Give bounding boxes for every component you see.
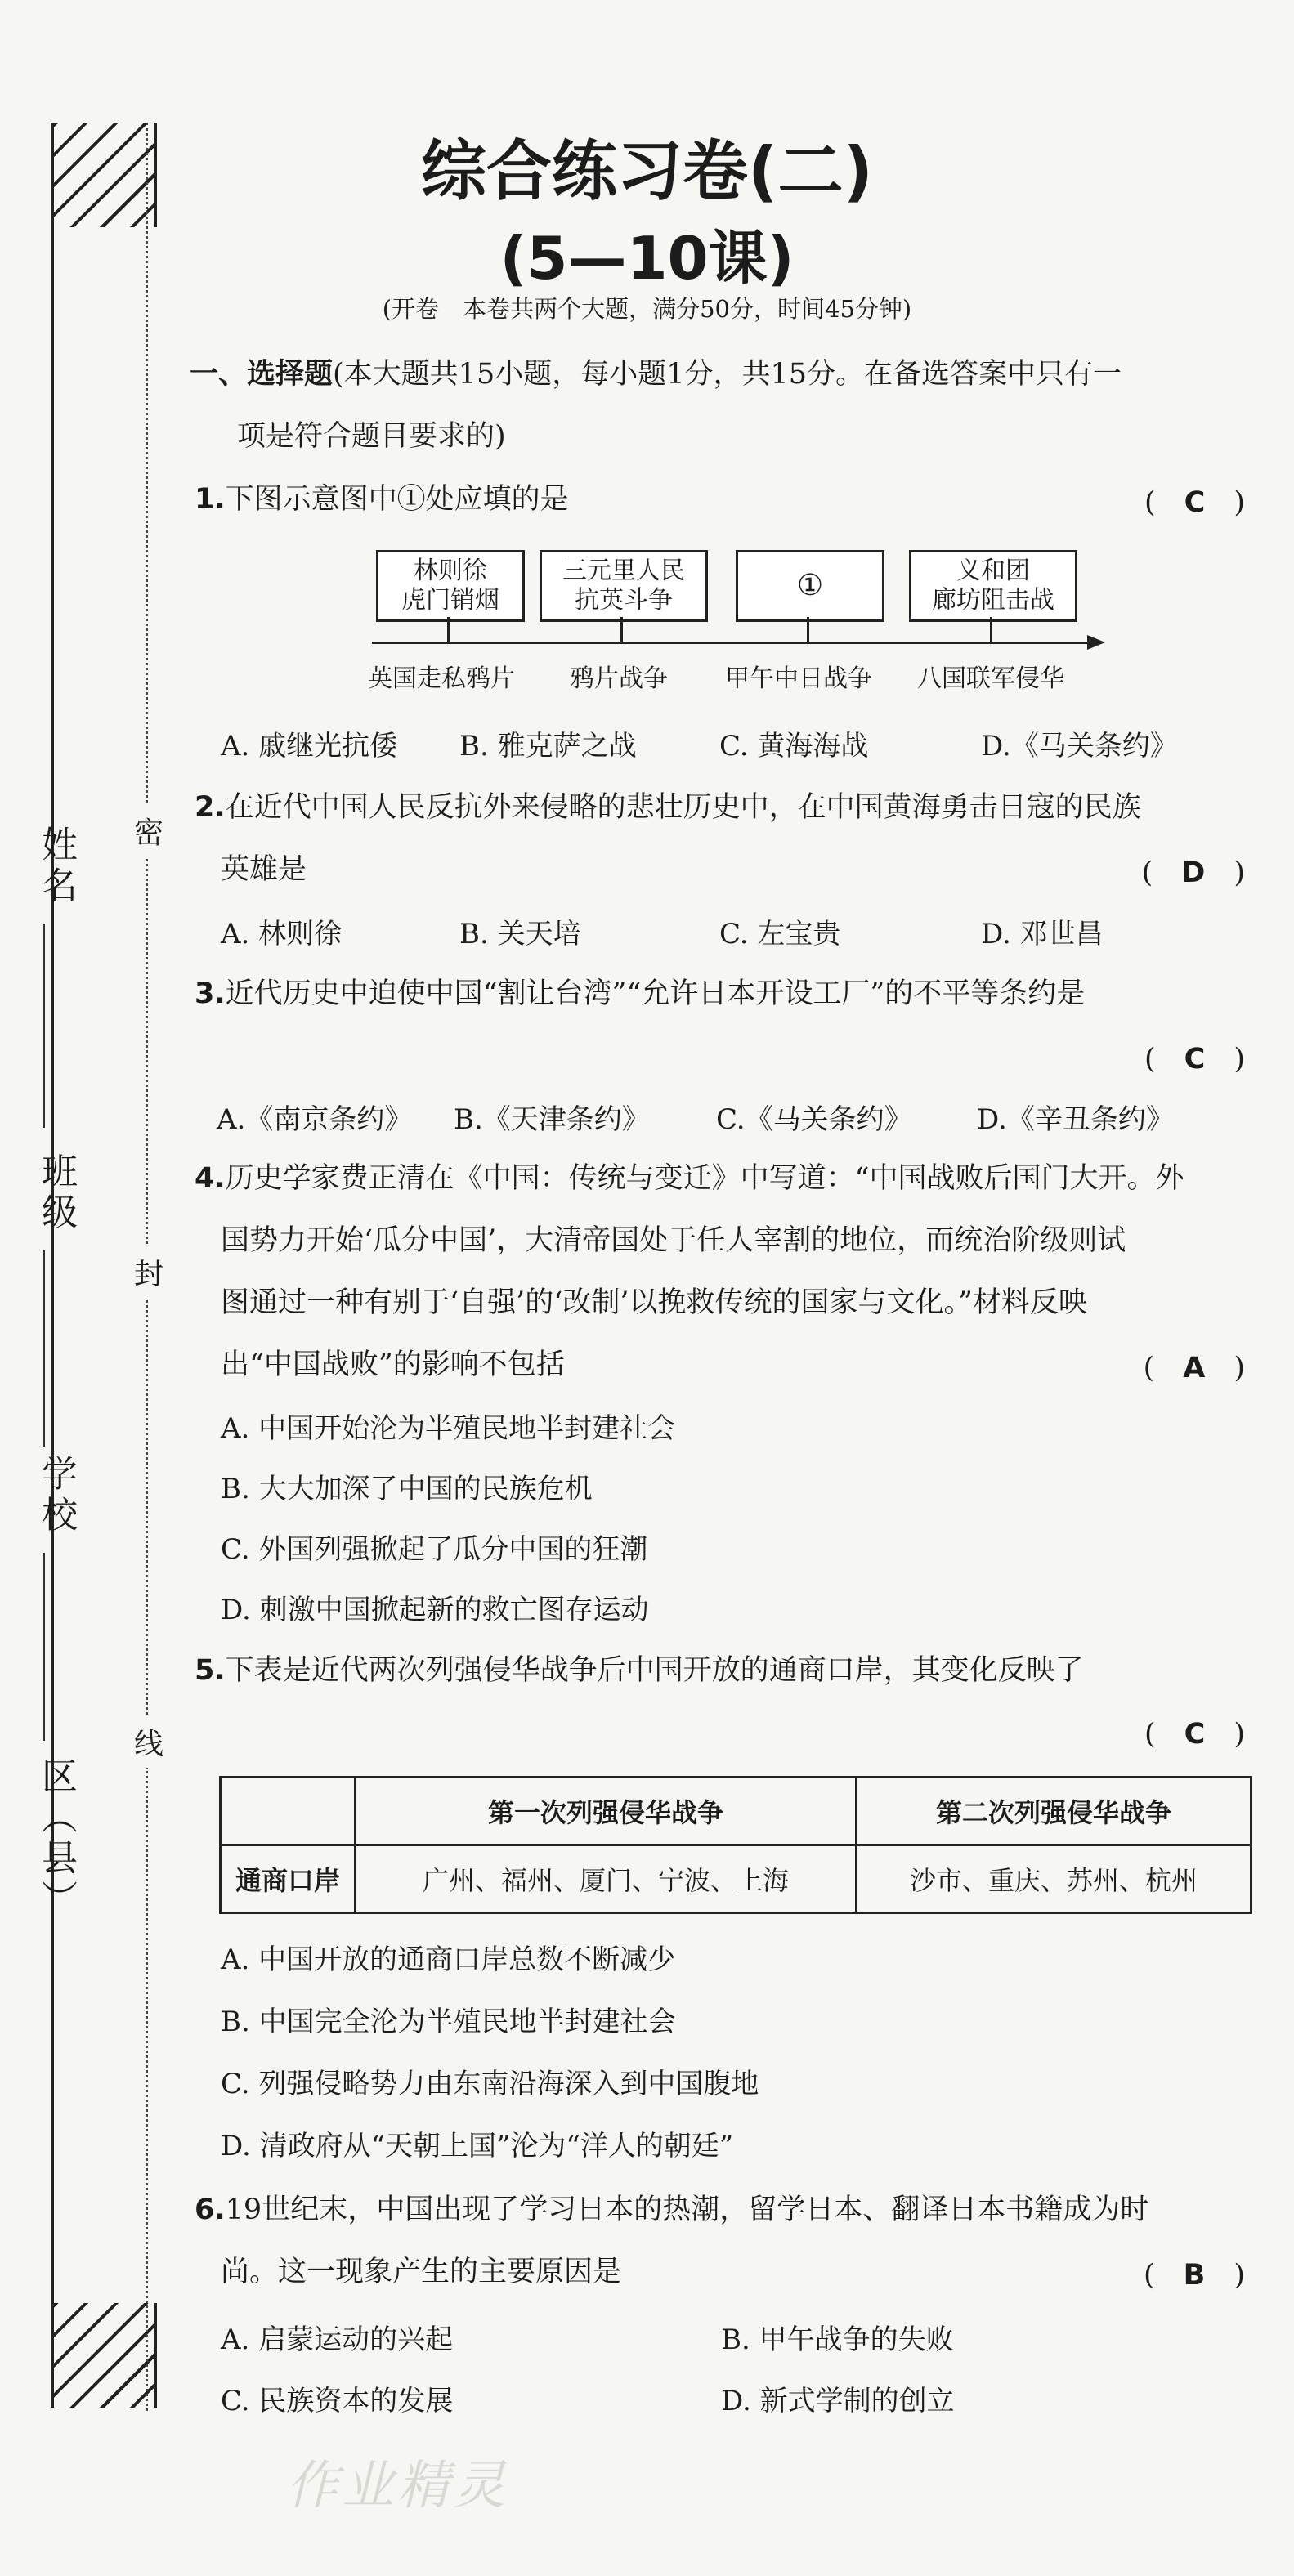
q4-stem bbox=[195, 1159, 1242, 1198]
q2-stem-2: 英雄是 bbox=[221, 853, 307, 886]
q2-option-b[interactable]: B. 关天培 bbox=[459, 918, 581, 950]
section-heading: 一、选择题 bbox=[190, 358, 334, 391]
ports-table bbox=[219, 1776, 1252, 1914]
q1-option-b[interactable]: B. 雅克萨之战 bbox=[459, 730, 637, 763]
q1-option-a[interactable]: A. 戚继光抗倭 bbox=[221, 730, 398, 763]
q6-option-c[interactable]: C. 民族资本的发展 bbox=[221, 2385, 454, 2417]
q1-option-c[interactable]: C. 黄海海战 bbox=[719, 730, 869, 763]
q1-answer-value: C bbox=[1184, 486, 1206, 519]
q1-number: 1. bbox=[195, 483, 226, 516]
timeline-event: 八国联军侵华 bbox=[917, 664, 1064, 693]
q6-option-d[interactable]: D. 新式学制的创立 bbox=[721, 2385, 955, 2417]
page-subtitle: (5—10课) bbox=[499, 224, 795, 293]
diagram-box-line2: 廊坊阻击战 bbox=[932, 586, 1054, 615]
q3-option-d[interactable]: D.《辛丑条约》 bbox=[977, 1103, 1174, 1136]
q3-number: 3. bbox=[195, 977, 226, 1010]
section-intro-text: (本大题共15小题，每小题1分，共15分。在备选答案中只有一 bbox=[333, 358, 1122, 391]
diagram-box bbox=[376, 550, 525, 622]
q4-option-d[interactable]: D. 刺激中国掀起新的救亡图存运动 bbox=[221, 1594, 649, 1626]
timeline-event: 鸦片战争 bbox=[570, 664, 668, 693]
diagram-box bbox=[909, 550, 1077, 622]
diagram-box-line1: ① bbox=[796, 569, 824, 602]
q5-option-c[interactable]: C. 列强侵略势力由东南沿海深入到中国腹地 bbox=[221, 2068, 759, 2100]
q5-stem bbox=[195, 1651, 1242, 1690]
timeline-event: 甲午中日战争 bbox=[725, 664, 872, 693]
timeline-tick bbox=[990, 617, 992, 643]
section-intro-2: 项是符合题目要求的) bbox=[237, 420, 506, 453]
q5-option-b[interactable]: B. 中国完全沦为半殖民地半封建社会 bbox=[221, 2006, 676, 2038]
seal-char-feng: 封 bbox=[134, 1246, 163, 1298]
q2-option-d[interactable]: D. 邓世昌 bbox=[981, 918, 1104, 950]
q1-stem-text: 下图示意图中①处应填的是 bbox=[225, 483, 569, 516]
watermark: 作业精灵 bbox=[286, 2456, 508, 2516]
q4-answer: ( A ) bbox=[1143, 1352, 1245, 1384]
section-intro bbox=[190, 355, 1242, 394]
q3-answer-value: C bbox=[1184, 1043, 1206, 1076]
q1-stem bbox=[195, 480, 1242, 519]
table-row bbox=[221, 1778, 1251, 1845]
q6-number: 6. bbox=[195, 2194, 226, 2226]
district-blank bbox=[43, 1553, 45, 1741]
table-cell: 广州、福州、厦门、宁波、上海 bbox=[356, 1845, 857, 1913]
q1-answer: ( C ) bbox=[1144, 486, 1245, 519]
q4-number: 4. bbox=[195, 1162, 226, 1195]
class-label: 班级 bbox=[35, 1152, 77, 1234]
q1-option-d[interactable]: D.《马关条约》 bbox=[981, 730, 1178, 763]
q5-answer-value: C bbox=[1184, 1718, 1206, 1751]
q2-option-c[interactable]: C. 左宝贵 bbox=[719, 918, 841, 950]
q6-stem bbox=[195, 2190, 1242, 2229]
q5-answer: ( C ) bbox=[1144, 1718, 1245, 1751]
q4-stem-2: 国势力开始‘瓜分中国’，大清帝国处于任人宰割的地位，而统治阶级则试 bbox=[221, 1224, 1126, 1257]
school-label: 学校 bbox=[35, 1455, 77, 1536]
binding-left-bar bbox=[51, 227, 54, 2303]
q3-answer: ( C ) bbox=[1144, 1043, 1245, 1076]
school-blank bbox=[43, 1250, 45, 1447]
diagram-box-line1: 三元里人民 bbox=[562, 557, 685, 585]
q4-option-c[interactable]: C. 外国列强掀起了瓜分中国的狂潮 bbox=[221, 1533, 648, 1566]
class-blank bbox=[43, 924, 45, 1128]
q4-answer-value: A bbox=[1183, 1352, 1206, 1384]
diagram-box-line1: 义和团 bbox=[956, 557, 1030, 585]
diagram-box bbox=[540, 550, 708, 622]
q6-option-b[interactable]: B. 甲午战争的失败 bbox=[721, 2323, 954, 2356]
q5-option-d[interactable]: D. 清政府从“天朝上国”沦为“洋人的朝廷” bbox=[221, 2130, 734, 2162]
table-header: 第二次列强侵华战争 bbox=[856, 1778, 1251, 1845]
q3-option-a[interactable]: A.《南京条约》 bbox=[217, 1103, 413, 1136]
q2-number: 2. bbox=[195, 791, 226, 824]
q2-answer-value: D bbox=[1181, 856, 1206, 889]
table-header-empty bbox=[221, 1778, 356, 1845]
q4-stem-4: 出“中国战败”的影响不包括 bbox=[221, 1348, 565, 1381]
q5-stem-text: 下表是近代两次列强侵华战争后中国开放的通商口岸，其变化反映了 bbox=[225, 1654, 1084, 1687]
q4-stem-3: 图通过一种有别于‘自强’的‘改制’以挽救传统的国家与文化。”材料反映 bbox=[221, 1286, 1087, 1319]
table-cell: 沙市、重庆、苏州、杭州 bbox=[856, 1845, 1251, 1913]
q6-answer: ( B ) bbox=[1144, 2259, 1245, 2292]
diagram-box-line2: 虎门销烟 bbox=[401, 586, 499, 615]
timeline-arrow-icon bbox=[1087, 635, 1105, 650]
diagram-box-line1: 林则徐 bbox=[414, 557, 487, 585]
q4-stem-text: 历史学家费正清在《中国：传统与变迁》中写道：“中国战败后国门大开。外 bbox=[225, 1162, 1184, 1195]
q2-stem bbox=[195, 788, 1242, 827]
q6-answer-value: B bbox=[1183, 2259, 1206, 2292]
diagram-box-blank bbox=[736, 550, 884, 622]
table-header: 第一次列强侵华战争 bbox=[356, 1778, 857, 1845]
diagram-box-line2: 抗英斗争 bbox=[575, 586, 673, 615]
table-row bbox=[221, 1845, 1251, 1913]
timeline-axis bbox=[372, 642, 1091, 644]
district-label: 区（县） bbox=[35, 1757, 77, 1921]
seal-char-mi: 密 bbox=[134, 805, 163, 856]
table-row-label: 通商口岸 bbox=[221, 1845, 356, 1913]
q3-option-b[interactable]: B.《天津条约》 bbox=[454, 1103, 650, 1136]
name-label: 姓名 bbox=[35, 825, 77, 907]
q5-option-a[interactable]: A. 中国开放的通商口岸总数不断减少 bbox=[221, 1943, 676, 1976]
seal-char-xian: 线 bbox=[134, 1716, 163, 1768]
q3-stem-text: 近代历史中迫使中国“割让台湾”“允许日本开设工厂”的不平等条约是 bbox=[225, 977, 1086, 1010]
page-title: 综合练习卷(二) bbox=[420, 133, 874, 209]
q6-option-a[interactable]: A. 启蒙运动的兴起 bbox=[221, 2323, 454, 2356]
q2-option-a[interactable]: A. 林则徐 bbox=[221, 918, 343, 950]
timeline-tick bbox=[807, 617, 809, 643]
q4-option-b[interactable]: B. 大大加深了中国的民族危机 bbox=[221, 1473, 593, 1505]
timeline-event: 英国走私鸦片 bbox=[368, 664, 515, 693]
timeline-tick bbox=[620, 617, 623, 643]
q4-option-a[interactable]: A. 中国开始沦为半殖民地半封建社会 bbox=[221, 1412, 676, 1445]
q5-number: 5. bbox=[195, 1654, 226, 1687]
binding-hatch-bottom bbox=[51, 2303, 157, 2408]
q3-option-c[interactable]: C.《马关条约》 bbox=[716, 1103, 912, 1136]
q2-answer: ( D ) bbox=[1141, 856, 1245, 889]
q2-stem-text: 在近代中国人民反抗外来侵略的悲壮历史中，在中国黄海勇击日寇的民族 bbox=[225, 791, 1141, 824]
q6-stem-2: 尚。这一现象产生的主要原因是 bbox=[221, 2256, 622, 2288]
q3-stem bbox=[195, 974, 1242, 1013]
exam-info: (开卷 本卷共两个大题，满分50分，时间45分钟) bbox=[382, 295, 912, 323]
timeline-tick bbox=[447, 617, 450, 643]
q6-stem-text: 19世纪末，中国出现了学习日本的热潮，留学日本、翻译日本书籍成为时 bbox=[225, 2194, 1149, 2226]
